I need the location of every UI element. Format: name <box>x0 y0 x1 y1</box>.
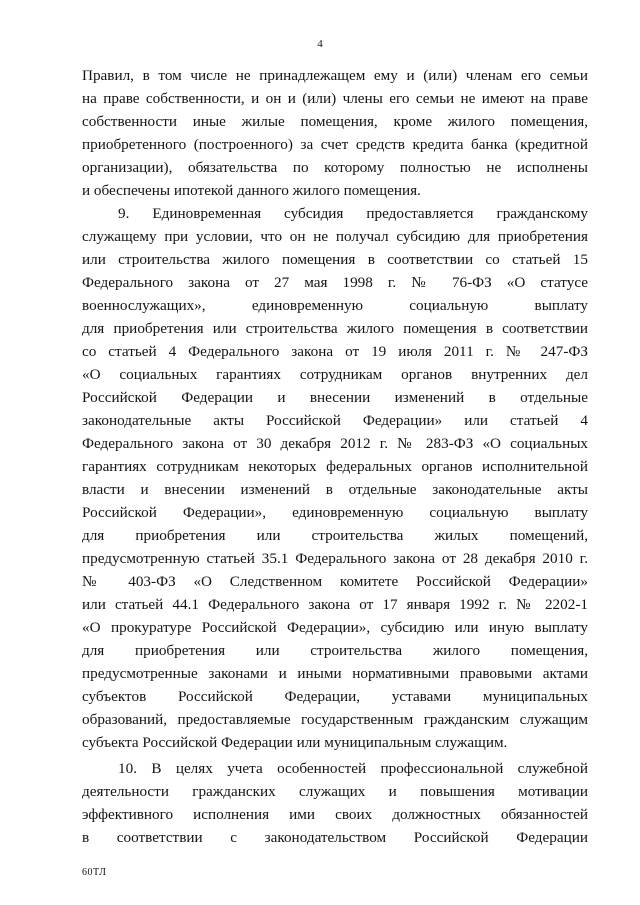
text-line: «О социальных гарантиях сотрудникам органов внутренних дел <box>82 366 588 383</box>
text-line: Федерального закона от 30 декабря 2012 г. № 283-ФЗ «О социальных <box>82 435 588 452</box>
text-line: для приобретения или строительства жилого помещения в соответствии <box>82 320 588 337</box>
text-line: и обеспечены ипотекой данного жилого помещения. <box>82 182 421 199</box>
document-code: 60ТЛ <box>82 867 107 878</box>
text-line: образований, предоставляемые государственным гражданским служащим <box>82 711 588 728</box>
text-line: служащему при условии, что он не получал субсидию для приобретения <box>82 228 588 245</box>
text-line: предусмотренную статьей 35.1 Федерального закона от 28 декабря 2010 г. <box>82 550 588 567</box>
text-line: Правил, в том числе не принадлежащем ему и (или) членам его семьи <box>82 67 588 84</box>
text-line: на праве собственности, и он и (или) члены его семьи не имеют на праве <box>82 90 588 107</box>
text-line: Российской Федерации», единовременную социальную выплату <box>82 504 588 521</box>
text-line: для приобретения или строительства жилого помещения, <box>82 642 588 659</box>
text-line: приобретенного (построенного) за счет средств кредита банка (кредитной <box>82 136 588 153</box>
text-line: № 403-ФЗ «О Следственном комитете Российской Федерации» <box>82 573 588 590</box>
text-line: для приобретения или строительства жилых помещений, <box>82 527 588 544</box>
text-line: власти и внесении изменений в отдельные законодательные акты <box>82 481 588 498</box>
text-line: или статьей 44.1 Федерального закона от 17 января 1992 г. № 2202-1 <box>82 596 588 613</box>
text-line: военнослужащих», единовременную социальную выплату <box>82 297 588 314</box>
page-number: 4 <box>317 38 323 50</box>
text-line: собственности иные жилые помещения, кроме жилого помещения, <box>82 113 588 130</box>
text-line: предусмотренные законами и иными нормативными правовыми актами <box>82 665 588 682</box>
text-line: субъектов Российской Федерации, уставами муниципальных <box>82 688 588 705</box>
text-line: законодательные акты Российской Федерации» или статьей 4 <box>82 412 588 429</box>
text-line: деятельности гражданских служащих и повышения мотивации <box>82 783 588 800</box>
text-line: Федерального закона от 27 мая 1998 г. № 76-ФЗ «О статусе <box>82 274 588 291</box>
text-line: «О прокуратуре Российской Федерации», субсидию или иную выплату <box>82 619 588 636</box>
text-line: субъекта Российской Федерации или муниципальным служащим. <box>82 734 508 751</box>
text-line: гарантиях сотрудникам некоторых федеральных органов исполнительной <box>82 458 588 475</box>
text-line: Российской Федерации и внесении изменений в отдельные <box>82 389 588 406</box>
text-line: эффективного исполнения ими своих должностных обязанностей <box>82 806 588 823</box>
text-line: в соответствии с законодательством Российской Федерации <box>82 829 588 846</box>
text-line: организации), обязательства по которому полностью не исполнены <box>82 159 588 176</box>
text-line: или строительства жилого помещения в соответствии со статьей 15 <box>82 251 588 268</box>
paragraph-10-first-line: 10. В целях учета особенностей профессиональной служебной <box>118 760 588 777</box>
paragraph-9-first-line: 9. Единовременная субсидия предоставляется гражданскому <box>118 205 588 222</box>
text-line: со статьей 4 Федерального закона от 19 июля 2011 г. № 247-ФЗ <box>82 343 588 360</box>
